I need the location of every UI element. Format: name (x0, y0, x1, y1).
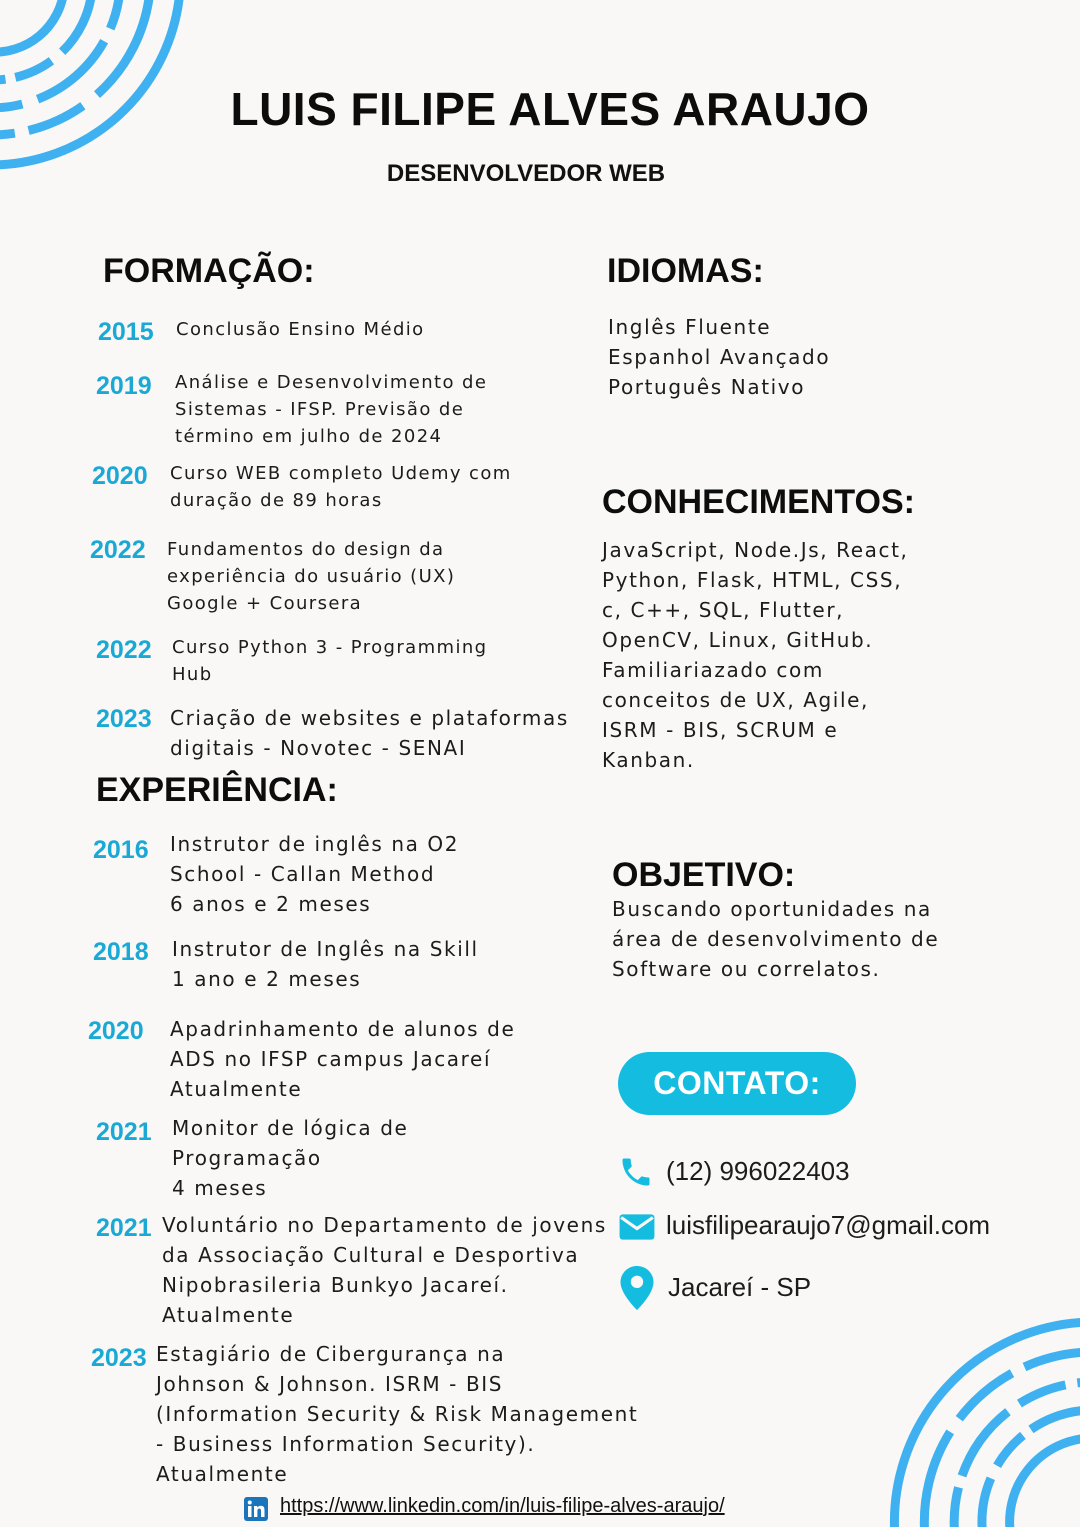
linkedin-link[interactable]: https://www.linkedin.com/in/luis-filipe-alves-araujo/ (280, 1495, 725, 1517)
experiencia-year: 2021 (96, 1118, 152, 1146)
map-pin-icon (620, 1266, 654, 1310)
phone-icon (618, 1154, 654, 1190)
location: Jacareí - SP (668, 1272, 812, 1302)
formacao-entry: Curso Python 3 - Programming Hub (172, 637, 488, 685)
formacao-year: 2023 (96, 705, 152, 733)
phone-number[interactable]: (12) 996022403 (666, 1156, 850, 1186)
objetivo-text: Buscando oportunidades na área de desenvolvimento de Software ou correlatos. (612, 897, 940, 981)
experiencia-entry: Monitor de lógica de Programação 4 meses (172, 1116, 409, 1200)
email-address[interactable]: luisfilipearaujo7@gmail.com (666, 1210, 991, 1240)
contato-heading: CONTATO: (618, 1052, 856, 1115)
formacao-entry: Conclusão Ensino Médio (176, 319, 425, 340)
experiencia-entry: Apadrinhamento de alunos de ADS no IFSP campus Jacareí Atualmente (170, 1017, 516, 1101)
formacao-year: 2022 (96, 636, 152, 664)
formacao-entry: Fundamentos do design da experiência do usuário (UX) Google + Coursera (167, 539, 456, 614)
formacao-year: 2015 (98, 318, 154, 346)
conhecimentos-heading: CONHECIMENTOS: (602, 483, 915, 521)
experiencia-year: 2021 (96, 1214, 152, 1242)
idiomas-heading: IDIOMAS: (607, 252, 764, 290)
formacao-entry: Curso WEB completo Udemy com duração de 89 horas (170, 463, 512, 511)
experiencia-entry: Instrutor de Inglês na Skill 1 ano e 2 meses (172, 937, 479, 991)
experiencia-year: 2016 (93, 836, 149, 864)
experiencia-year: 2018 (93, 938, 149, 966)
formacao-entry: Análise e Desenvolvimento de Sistemas - IFSP. Previsão de término em julho de 2024 (175, 372, 488, 447)
formacao-year: 2022 (90, 536, 146, 564)
idiomas-list: Inglês Fluente Espanhol Avançado Português Nativo (608, 315, 831, 399)
linkedin-icon[interactable] (244, 1497, 268, 1521)
experiencia-entry: Instrutor de inglês na O2 School - Callan Method 6 anos e 2 meses (170, 832, 460, 916)
experiencia-entry: Voluntário no Departamento de jovens da Associação Cultural e Desportiva Nipobrasileria Bunkyo Jacareí. Atualmente (162, 1213, 607, 1327)
formacao-entry: Criação de websites e plataformas digitais - Novotec - SENAI (170, 706, 569, 760)
decorative-arcs-bottom-right (880, 1310, 1080, 1527)
conhecimentos-text: JavaScript, Node.Js, React, Python, Flask, HTML, CSS, c, C++, SQL, Flutter, OpenCV, Linux, GitHub. Familiariazado com conceitos de UX, Agile, ISRM - BIS, SCRUM e Kanban. (602, 538, 909, 772)
candidate-role: DESENVOLVEDOR WEB (386, 160, 666, 187)
experiencia-entry: Estagiário de Cibergurança na Johnson & Johnson. ISRM - BIS (Information Security & Risk Management - Business Information Security). Atualmente (156, 1342, 639, 1486)
experiencia-year: 2023 (91, 1344, 147, 1372)
experiencia-heading: EXPERIÊNCIA: (96, 771, 338, 809)
formacao-heading: FORMAÇÃO: (103, 252, 315, 290)
objetivo-heading: OBJETIVO: (612, 856, 796, 894)
envelope-icon (618, 1210, 656, 1244)
formacao-year: 2020 (92, 462, 148, 490)
experiencia-year: 2020 (88, 1017, 144, 1045)
formacao-year: 2019 (96, 372, 152, 400)
candidate-name: LUIS FILIPE ALVES ARAUJO (230, 83, 870, 135)
